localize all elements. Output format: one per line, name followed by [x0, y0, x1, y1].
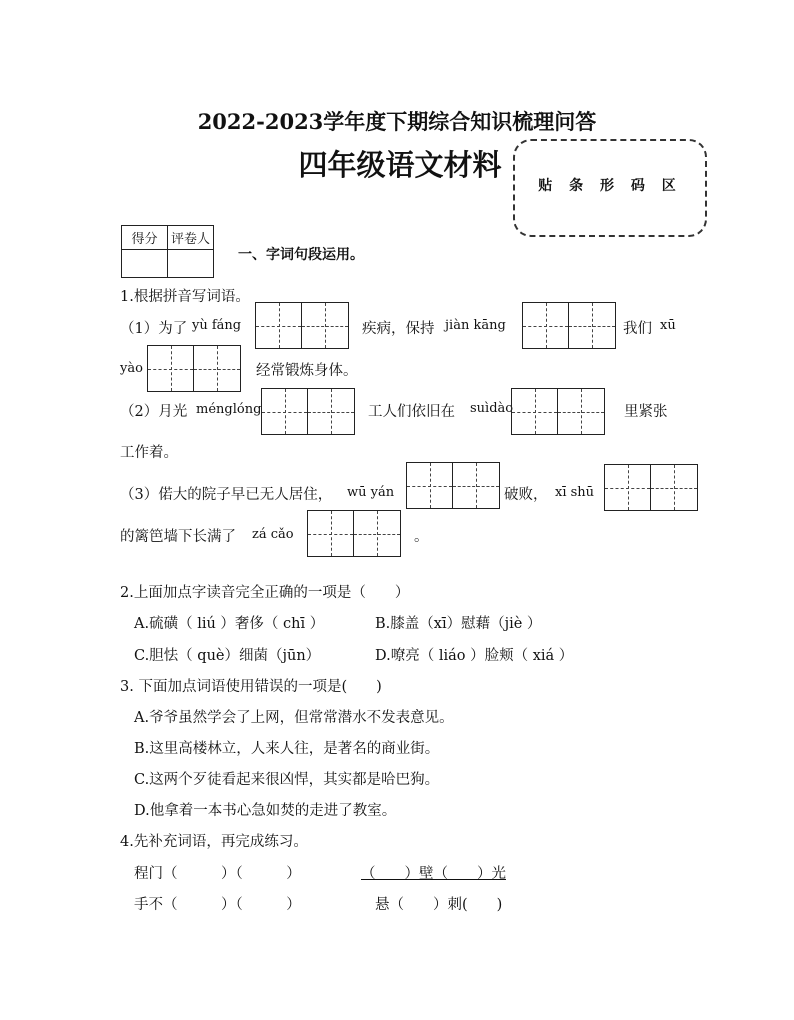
answer-grid-6[interactable] [406, 462, 500, 509]
q1-line1-text-a: （1）为了 [120, 321, 188, 337]
q1-line5-text-a: （3）偌大的院子早已无人居住， [120, 487, 333, 503]
q1-line2-text: 经常锻炼身体。 [256, 363, 358, 379]
q4-row1-idiom-b[interactable]: （ ）壁（ ）光 [361, 866, 506, 882]
q1-line5-text-b: 破败， [504, 487, 548, 503]
question-1-stem: 1.根据拼音写词语。 [120, 289, 250, 305]
q4-row2-idiom-a[interactable]: 手不（ ）（ ） [134, 897, 301, 913]
score-table [121, 225, 214, 278]
grader-cell[interactable] [168, 250, 214, 278]
pinyin-xu: xū [660, 318, 676, 333]
document-title: 2022-2023学年度下期综合知识梳理问答 [197, 109, 597, 134]
q1-line3-text-c: 里紧张 [624, 404, 668, 420]
answer-grid-2[interactable] [522, 302, 616, 349]
answer-grid-1[interactable] [255, 302, 349, 349]
question-3-stem: 3. 下面加点词语使用错误的一项是( ) [120, 679, 382, 695]
q2-option-b[interactable]: B.膝盖（xī）慰藉（jiè ） [375, 616, 542, 632]
q1-line6-text-a: 的篱笆墙下长满了 [120, 529, 236, 545]
q1-line3-text-a: （2）月光 [120, 404, 188, 420]
pinyin-yao: yào [120, 361, 143, 376]
barcode-area [513, 139, 707, 237]
score-cell[interactable] [122, 250, 168, 278]
question-4-stem: 4.先补充词语，再完成练习。 [120, 834, 308, 850]
answer-grid-7[interactable] [604, 464, 698, 511]
q1-line1-text-c: 我们 [623, 321, 652, 337]
q3-option-a[interactable]: A.爷爷虽然学会了上网，但常常潜水不发表意见。 [134, 710, 454, 726]
q4-row2-idiom-b[interactable]: 悬（ ）刺( ) [375, 897, 503, 913]
pinyin-xishu: xī shū [555, 485, 595, 500]
answer-grid-4[interactable] [261, 388, 355, 435]
q3-option-d[interactable]: D.他拿着一本书心急如焚的走进了教室。 [134, 803, 397, 819]
q2-option-d[interactable]: D.嘹亮（ liáo ）脸颊（ xiá ） [375, 648, 574, 664]
score-header: 得分 [122, 226, 168, 250]
q4-row1-idiom-a[interactable]: 程门（ ）（ ） [134, 866, 301, 882]
answer-grid-8[interactable] [307, 510, 401, 557]
pinyin-wuyan: wū yán [347, 485, 395, 500]
barcode-label: 贴 条 形 码 区 [538, 178, 682, 194]
pinyin-yufang: yù fáng [192, 318, 242, 333]
document-subtitle: 四年级语文材料 [298, 148, 502, 182]
q1-line1-text-b: 疾病，保持 [362, 321, 435, 337]
section-title: 一、字词句段运用。 [238, 247, 364, 263]
q3-option-b[interactable]: B.这里高楼林立，人来人往，是著名的商业街。 [134, 741, 440, 757]
grader-header: 评卷人 [168, 226, 214, 250]
pinyin-menglong: ménglóng [196, 402, 262, 417]
q2-option-a[interactable]: A.硫磺（ liú ）奢侈（ chī ） [134, 616, 325, 632]
q3-option-c[interactable]: C.这两个歹徒看起来很凶悍，其实都是哈巴狗。 [134, 772, 440, 788]
q1-line4-text: 工作着。 [120, 445, 178, 461]
q1-line6-text-b: 。 [414, 529, 429, 545]
q2-option-c[interactable]: C.胆怯（ què）细菌（jūn） [134, 648, 321, 664]
question-2-stem: 2.上面加点字读音完全正确的一项是（ ） [120, 585, 410, 601]
q1-line3-text-b: 工人们依旧在 [368, 404, 455, 420]
answer-grid-5[interactable] [511, 388, 605, 435]
pinyin-zacao: zá cǎo [252, 527, 294, 542]
pinyin-jiankang: jiàn kāng [445, 318, 506, 333]
answer-grid-3[interactable] [147, 345, 241, 392]
pinyin-suidao: suìdào [470, 401, 514, 416]
